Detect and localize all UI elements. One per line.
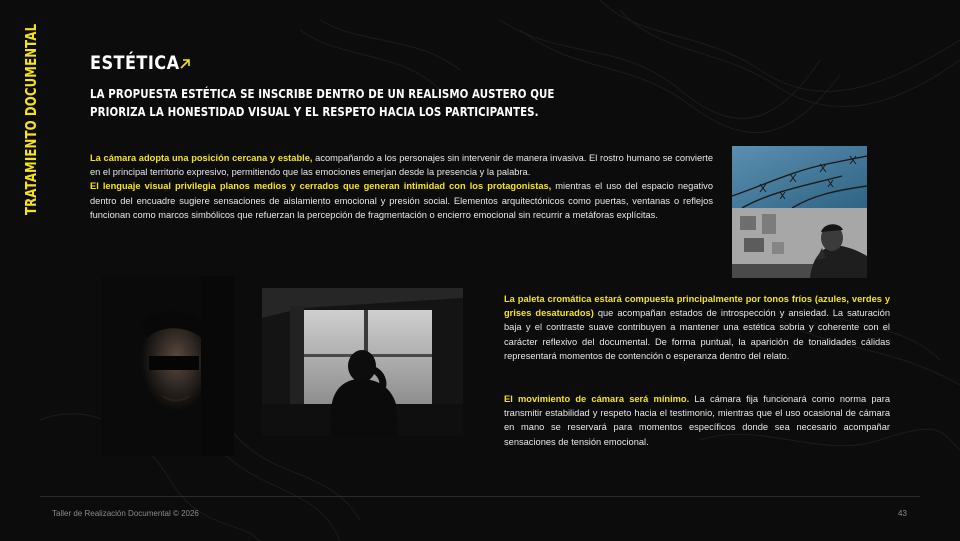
photo-barbed-wire — [732, 146, 867, 208]
page-title: ESTÉTICA — [90, 52, 180, 74]
highlight-text: La paleta cromática estará compuesta principalmente por tonos fríos (azules, verdes y grises desaturados) — [504, 294, 890, 319]
body-text: que acompañan estados de introspección y ansiedad. La saturación baja y el contraste suave contribuyen a mantener una estética sobria y coherente con el carácter reflexivo del documental. De forma puntual, la aparición de tonalidades cálidas representará momentos de contención o esperanza dentro del relato. — [504, 308, 890, 361]
text-block-color-palette — [504, 292, 890, 363]
footer-divider — [40, 496, 920, 497]
side-title-text: TRATAMIENTO DOCUMENTAL — [22, 23, 40, 215]
text-block-camera-position — [90, 151, 713, 222]
body-text: mientras el uso del espacio negativo dentro del encuadre sugiere sensaciones de aislamiento emocional y presión social. Elementos arquitectónicos como puertas, ventanas o reflejos funcionan como marcos simbólicos que refuerzan la percepción de fragmentación o encierro emocional sin recurrir a metáforas explícitas. — [90, 181, 713, 220]
highlight-text: La cámara adopta una posición cercana y estable, — [90, 153, 313, 163]
side-title — [22, 10, 44, 215]
body-text: La cámara fija funcionará como norma para transmitir estabilidad y respeto hacia el testimonio, mientras que el uso ocasional de cámara en mano se reservará para momentos específicos donde sea necesario acompañar sensaciones de tensión emocional. — [504, 394, 890, 447]
page-subtitle: LA PROPUESTA ESTÉTICA SE INSCRIBE DENTRO DE UN REALISMO AUSTERO QUE PRIORIZA LA HONESTIDAD VISUAL Y EL RESPETO HACIA LOS PARTICIPANTES. — [90, 86, 555, 119]
photo-man-window — [732, 208, 867, 278]
body-text: acompañando a los personajes sin intervenir de manera invasiva. El rostro humano se convierte en el principal territorio expresivo, permitiendo que las emociones emerjan desde la presencia y la palabra. — [90, 153, 714, 178]
photo-person-window — [262, 288, 463, 436]
arrow-up-right-icon — [178, 57, 192, 71]
photo-face-shadow — [101, 276, 234, 456]
footer-credit: Taller de Realización Documental © 2026 — [52, 509, 199, 518]
text-block-camera-movement — [504, 392, 890, 449]
page-number: 43 — [898, 509, 907, 518]
highlight-text: El movimiento de cámara será mínimo. — [504, 394, 690, 404]
highlight-text: El lenguaje visual privilegia planos medios y cerrados que generan intimidad con los protagonistas, — [90, 181, 552, 192]
